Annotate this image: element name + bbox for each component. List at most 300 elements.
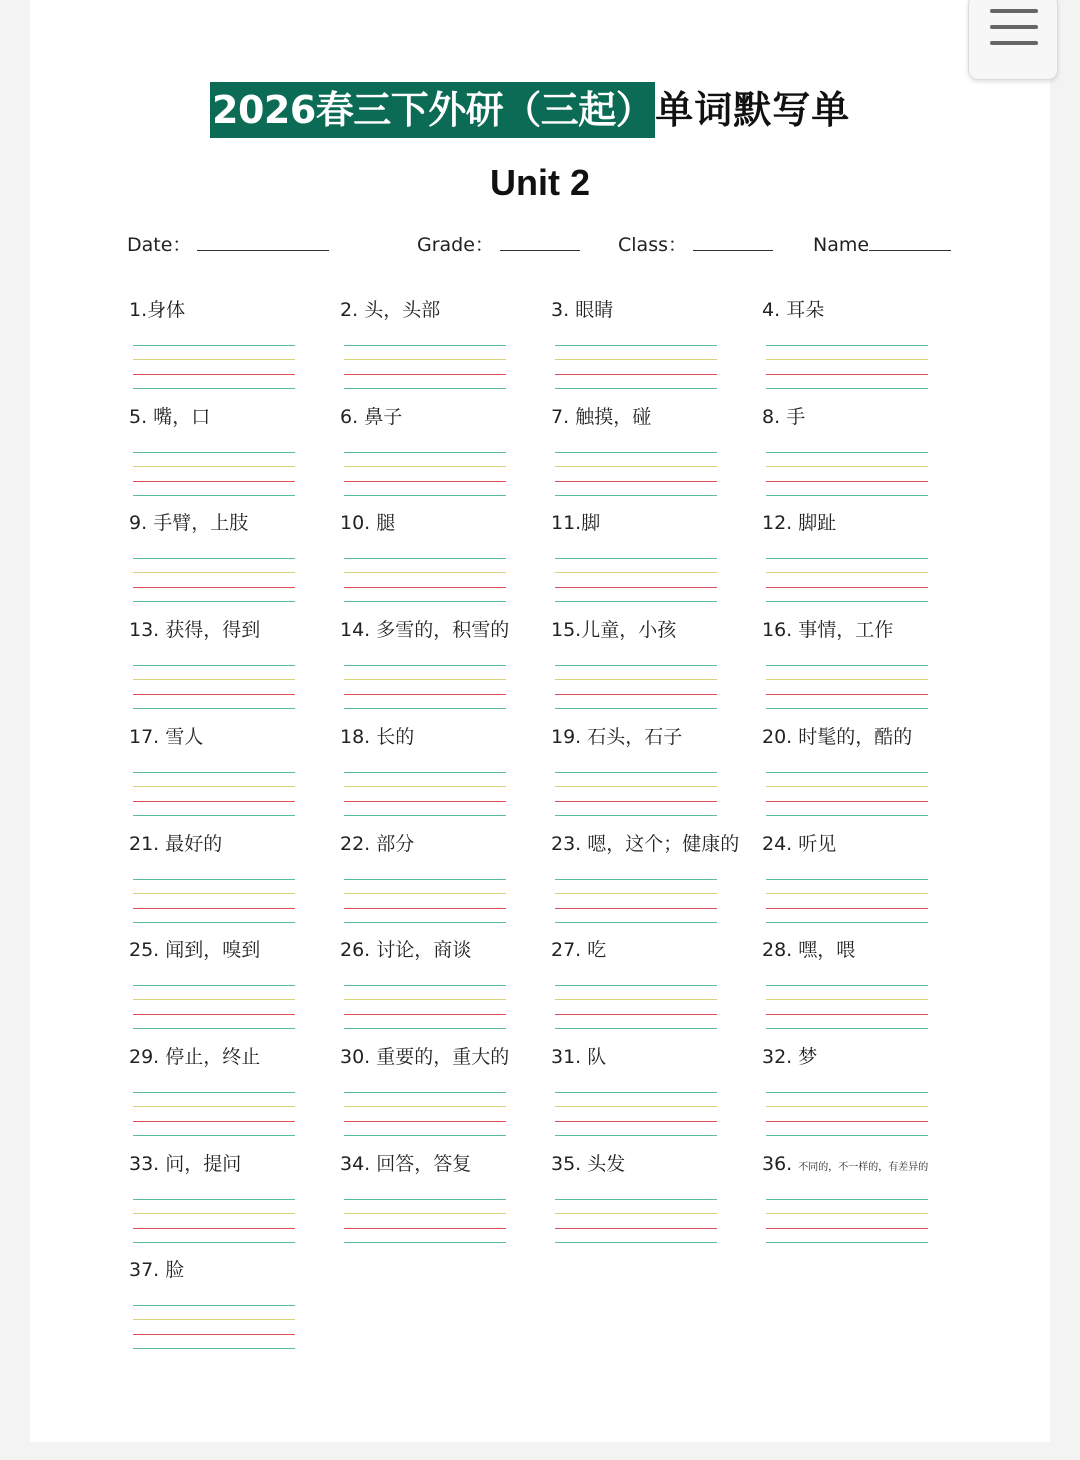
word-meaning: 手臂，上肢 — [153, 512, 249, 535]
word-prompt — [129, 511, 248, 535]
worksheet-title — [210, 82, 850, 138]
writing-line[interactable] — [133, 985, 295, 986]
class-label: Class： — [618, 234, 687, 256]
writing-line[interactable] — [344, 452, 506, 453]
word-prompt — [551, 405, 651, 429]
writing-line[interactable] — [344, 893, 506, 894]
writing-line[interactable] — [766, 985, 928, 986]
word-prompt — [551, 938, 606, 962]
word-item — [340, 725, 540, 825]
writing-line[interactable] — [344, 708, 506, 709]
writing-line[interactable] — [344, 587, 506, 588]
writing-line[interactable] — [555, 679, 717, 680]
word-meaning: 回答，答复 — [376, 1152, 472, 1175]
word-prompt — [340, 618, 509, 642]
writing-line[interactable] — [555, 1121, 717, 1122]
writing-line[interactable] — [555, 1106, 717, 1107]
word-prompt — [340, 1045, 509, 1069]
writing-line[interactable] — [555, 1014, 717, 1015]
word-number: 33. — [129, 1152, 160, 1175]
word-item — [551, 938, 751, 1038]
word-prompt — [762, 298, 824, 322]
word-meaning: 嘿，喂 — [798, 939, 856, 962]
word-prompt — [762, 405, 805, 429]
writing-line[interactable] — [133, 495, 295, 496]
word-item — [340, 1045, 540, 1145]
word-prompt — [762, 938, 855, 962]
writing-line[interactable] — [133, 1092, 295, 1093]
writing-line[interactable] — [555, 359, 717, 360]
writing-line[interactable] — [344, 985, 506, 986]
writing-line[interactable] — [344, 1213, 506, 1214]
writing-line[interactable] — [766, 1121, 928, 1122]
writing-line[interactable] — [344, 908, 506, 909]
word-number: 16. — [762, 619, 793, 642]
writing-line[interactable] — [344, 359, 506, 360]
word-number: 31. — [551, 1045, 582, 1068]
writing-line[interactable] — [344, 1028, 506, 1029]
word-number: 24. — [762, 832, 793, 855]
writing-line[interactable] — [133, 1106, 295, 1107]
word-item — [129, 1045, 329, 1145]
word-number: 14. — [340, 619, 371, 642]
word-item — [129, 1152, 329, 1252]
word-meaning: 头，头部 — [364, 299, 441, 321]
word-prompt — [129, 1045, 260, 1069]
word-prompt — [129, 618, 260, 642]
writing-line[interactable] — [555, 708, 717, 709]
word-number: 26. — [340, 939, 371, 962]
word-meaning: 时髦的，酷的 — [798, 725, 913, 748]
writing-line[interactable] — [344, 801, 506, 802]
writing-line[interactable] — [133, 999, 295, 1000]
writing-line[interactable] — [133, 708, 295, 709]
writing-line[interactable] — [766, 772, 928, 773]
word-item — [129, 832, 329, 932]
writing-line[interactable] — [555, 495, 717, 496]
writing-line[interactable] — [766, 374, 928, 375]
word-meaning: 儿童，小孩 — [581, 619, 677, 642]
writing-line[interactable] — [133, 359, 295, 360]
writing-line[interactable] — [133, 345, 295, 346]
title-rest: 单词默写单 — [655, 88, 851, 132]
writing-line[interactable] — [344, 815, 506, 816]
writing-line[interactable] — [133, 452, 295, 453]
word-number: 37. — [129, 1259, 160, 1282]
writing-line[interactable] — [133, 1213, 295, 1214]
writing-line[interactable] — [344, 1242, 506, 1243]
word-item — [762, 511, 962, 611]
writing-line[interactable] — [133, 922, 295, 923]
word-prompt — [340, 405, 402, 429]
hamburger-menu-icon — [990, 41, 1038, 45]
writing-line[interactable] — [133, 1242, 295, 1243]
writing-line[interactable] — [766, 1135, 928, 1136]
writing-line[interactable] — [766, 1092, 928, 1093]
writing-line[interactable] — [555, 601, 717, 602]
word-item — [129, 618, 329, 718]
writing-line[interactable] — [766, 1028, 928, 1029]
grade-blank — [500, 230, 580, 251]
date-blank — [197, 230, 329, 251]
word-prompt — [762, 1152, 928, 1180]
writing-line[interactable] — [344, 786, 506, 787]
word-item — [340, 618, 540, 718]
writing-line[interactable] — [344, 481, 506, 482]
word-meaning: 听见 — [798, 832, 837, 855]
word-meaning: 问，提问 — [165, 1152, 242, 1175]
writing-line[interactable] — [555, 1242, 717, 1243]
word-number: 36. — [762, 1152, 793, 1175]
word-item — [762, 832, 962, 932]
writing-line[interactable] — [133, 1028, 295, 1029]
writing-line[interactable] — [133, 801, 295, 802]
writing-line[interactable] — [555, 1199, 717, 1200]
title-highlighted: 2026春三下外研（三起） — [210, 82, 655, 138]
word-meaning: 手 — [786, 405, 806, 428]
writing-line[interactable] — [555, 1228, 717, 1229]
writing-line[interactable] — [133, 694, 295, 695]
writing-line[interactable] — [344, 1135, 506, 1136]
writing-line[interactable] — [555, 922, 717, 923]
writing-line[interactable] — [555, 665, 717, 666]
word-meaning: 部分 — [376, 832, 415, 855]
writing-line[interactable] — [766, 481, 928, 482]
writing-line[interactable] — [344, 1014, 506, 1015]
writing-line[interactable] — [766, 587, 928, 588]
word-prompt — [129, 298, 185, 322]
writing-line[interactable] — [766, 1228, 928, 1229]
writing-line[interactable] — [344, 1228, 506, 1229]
writing-line[interactable] — [555, 893, 717, 894]
writing-line[interactable] — [133, 388, 295, 389]
word-meaning: 重要的，重大的 — [376, 1045, 510, 1068]
writing-line[interactable] — [133, 1199, 295, 1200]
writing-line[interactable] — [555, 452, 717, 453]
word-prompt — [551, 725, 682, 749]
writing-line[interactable] — [766, 345, 928, 346]
writing-line[interactable] — [766, 1213, 928, 1214]
word-meaning: 脚 — [581, 512, 601, 535]
writing-line[interactable] — [344, 679, 506, 680]
word-number: 30. — [340, 1045, 371, 1068]
writing-line[interactable] — [133, 815, 295, 816]
writing-line[interactable] — [344, 772, 506, 773]
word-meaning: 身体 — [147, 299, 186, 321]
writing-line[interactable] — [555, 908, 717, 909]
word-meaning: 石头，石子 — [587, 725, 683, 748]
word-prompt — [129, 832, 222, 856]
word-item — [129, 938, 329, 1038]
writing-line[interactable] — [133, 893, 295, 894]
writing-line[interactable] — [766, 359, 928, 360]
class-blank — [693, 230, 773, 251]
writing-line[interactable] — [344, 922, 506, 923]
word-item — [551, 298, 751, 398]
word-prompt — [762, 511, 836, 535]
word-number: 12. — [762, 512, 793, 535]
grade-label: Grade： — [417, 234, 494, 256]
writing-line[interactable] — [555, 879, 717, 880]
name-label: Name — [813, 234, 870, 256]
writing-line[interactable] — [766, 495, 928, 496]
word-meaning: 停止，终止 — [165, 1045, 261, 1068]
word-prompt — [551, 832, 739, 856]
writing-line[interactable] — [766, 786, 928, 787]
word-prompt — [551, 618, 676, 642]
writing-line[interactable] — [766, 908, 928, 909]
writing-line[interactable] — [766, 999, 928, 1000]
writing-line[interactable] — [766, 572, 928, 573]
writing-line[interactable] — [555, 1213, 717, 1214]
writing-line[interactable] — [344, 466, 506, 467]
word-item — [340, 832, 540, 932]
name-blank — [869, 230, 951, 251]
writing-line[interactable] — [344, 1092, 506, 1093]
word-meaning: 触摸，碰 — [575, 405, 652, 428]
writing-line[interactable] — [133, 374, 295, 375]
writing-line[interactable] — [133, 1319, 295, 1320]
writing-line[interactable] — [555, 1092, 717, 1093]
writing-line[interactable] — [555, 1028, 717, 1029]
writing-line[interactable] — [766, 815, 928, 816]
writing-line[interactable] — [344, 1199, 506, 1200]
word-meaning: 获得，得到 — [165, 619, 261, 642]
word-prompt — [129, 938, 260, 962]
writing-line[interactable] — [133, 1228, 295, 1229]
word-meaning: 眼睛 — [575, 299, 614, 321]
word-prompt — [340, 832, 414, 856]
word-number: 27. — [551, 939, 582, 962]
word-prompt — [340, 511, 395, 535]
writing-line[interactable] — [555, 345, 717, 346]
writing-line[interactable] — [133, 908, 295, 909]
writing-line[interactable] — [766, 893, 928, 894]
word-item — [551, 1045, 751, 1145]
writing-line[interactable] — [555, 481, 717, 482]
writing-line[interactable] — [766, 452, 928, 453]
word-prompt — [129, 1258, 184, 1282]
word-meaning: 不同的，不一样的，有差异的 — [798, 1161, 929, 1173]
word-number: 9. — [129, 512, 148, 535]
writing-line[interactable] — [555, 694, 717, 695]
writing-line[interactable] — [344, 558, 506, 559]
word-meaning: 闻到，嗅到 — [165, 939, 261, 962]
word-prompt — [340, 298, 440, 322]
word-number: 18. — [340, 725, 371, 748]
writing-line[interactable] — [766, 1242, 928, 1243]
writing-line[interactable] — [344, 879, 506, 880]
writing-line[interactable] — [555, 558, 717, 559]
writing-line[interactable] — [133, 1348, 295, 1349]
writing-line[interactable] — [344, 601, 506, 602]
writing-line[interactable] — [133, 1305, 295, 1306]
writing-line[interactable] — [133, 572, 295, 573]
word-number: 10. — [340, 512, 371, 535]
word-number: 11. — [551, 512, 582, 535]
word-meaning: 腿 — [376, 512, 396, 535]
word-meaning: 耳朵 — [786, 299, 825, 321]
word-number: 7. — [551, 405, 570, 428]
writing-line[interactable] — [133, 1014, 295, 1015]
word-number: 13. — [129, 619, 160, 642]
word-number: 29. — [129, 1045, 160, 1068]
word-number: 8. — [762, 405, 781, 428]
hamburger-menu-icon — [990, 25, 1038, 29]
unit-heading: Unit 2 — [489, 162, 590, 203]
writing-line[interactable] — [133, 466, 295, 467]
word-meaning: 雪人 — [165, 725, 204, 748]
word-meaning: 嗯，这个；健康的 — [587, 832, 740, 855]
writing-line[interactable] — [555, 815, 717, 816]
writing-line[interactable] — [555, 801, 717, 802]
writing-line[interactable] — [555, 999, 717, 1000]
writing-line[interactable] — [344, 1106, 506, 1107]
writing-line[interactable] — [133, 1121, 295, 1122]
writing-line[interactable] — [344, 1121, 506, 1122]
word-item — [762, 1152, 962, 1252]
writing-line[interactable] — [555, 388, 717, 389]
word-item — [762, 298, 962, 398]
word-prompt — [340, 725, 414, 749]
writing-line[interactable] — [766, 694, 928, 695]
word-meaning: 长的 — [376, 725, 415, 748]
word-item — [129, 511, 329, 611]
word-item — [762, 618, 962, 718]
word-number: 1. — [129, 299, 148, 321]
word-number: 3. — [551, 299, 570, 321]
word-prompt — [129, 1152, 241, 1176]
word-number: 15. — [551, 619, 582, 642]
writing-line[interactable] — [555, 572, 717, 573]
word-item — [551, 618, 751, 718]
writing-line[interactable] — [766, 879, 928, 880]
date-label: Date： — [127, 234, 192, 256]
writing-line[interactable] — [766, 708, 928, 709]
writing-line[interactable] — [766, 801, 928, 802]
writing-line[interactable] — [766, 466, 928, 467]
writing-line[interactable] — [555, 786, 717, 787]
writing-line[interactable] — [133, 772, 295, 773]
writing-line[interactable] — [766, 922, 928, 923]
writing-line[interactable] — [344, 694, 506, 695]
word-prompt — [551, 1152, 625, 1176]
word-item — [762, 1045, 962, 1145]
writing-line[interactable] — [133, 587, 295, 588]
word-prompt — [340, 1152, 471, 1176]
writing-line[interactable] — [555, 587, 717, 588]
word-item — [340, 1152, 540, 1252]
word-prompt — [551, 1045, 606, 1069]
word-meaning: 鼻子 — [364, 405, 403, 428]
hamburger-menu-icon — [990, 9, 1038, 13]
writing-line[interactable] — [555, 1135, 717, 1136]
word-item — [551, 832, 751, 932]
word-number: 21. — [129, 832, 160, 855]
writing-line[interactable] — [133, 558, 295, 559]
writing-line[interactable] — [766, 665, 928, 666]
writing-line[interactable] — [555, 466, 717, 467]
word-number: 4. — [762, 299, 781, 321]
writing-line[interactable] — [133, 679, 295, 680]
word-meaning: 事情，工作 — [798, 619, 894, 642]
writing-line[interactable] — [555, 985, 717, 986]
writing-line[interactable] — [344, 495, 506, 496]
writing-line[interactable] — [133, 1135, 295, 1136]
writing-line[interactable] — [133, 481, 295, 482]
word-item — [551, 1152, 751, 1252]
writing-line[interactable] — [766, 1014, 928, 1015]
writing-line[interactable] — [766, 679, 928, 680]
word-meaning: 脸 — [165, 1259, 185, 1282]
grade-field — [417, 230, 580, 257]
word-prompt — [129, 725, 203, 749]
writing-line[interactable] — [133, 1334, 295, 1335]
word-number: 25. — [129, 939, 160, 962]
word-prompt — [340, 938, 471, 962]
writing-line[interactable] — [344, 572, 506, 573]
writing-line[interactable] — [766, 388, 928, 389]
word-prompt — [129, 405, 210, 429]
writing-line[interactable] — [344, 999, 506, 1000]
date-field — [127, 230, 329, 257]
word-prompt — [551, 298, 613, 322]
writing-line[interactable] — [344, 388, 506, 389]
writing-line[interactable] — [344, 374, 506, 375]
word-item — [129, 725, 329, 825]
word-item — [129, 405, 329, 505]
word-number: 17. — [129, 725, 160, 748]
writing-line[interactable] — [766, 1106, 928, 1107]
name-field — [813, 230, 951, 256]
word-item — [340, 298, 540, 398]
word-number: 32. — [762, 1045, 793, 1068]
word-item — [551, 725, 751, 825]
word-meaning: 嘴，口 — [153, 405, 211, 428]
word-item — [551, 405, 751, 505]
word-number: 23. — [551, 832, 582, 855]
writing-line[interactable] — [133, 601, 295, 602]
writing-line[interactable] — [133, 879, 295, 880]
writing-line[interactable] — [555, 772, 717, 773]
word-item — [340, 511, 540, 611]
writing-line[interactable] — [555, 374, 717, 375]
word-number: 28. — [762, 939, 793, 962]
word-meaning: 最好的 — [165, 832, 223, 855]
writing-line[interactable] — [344, 345, 506, 346]
writing-line[interactable] — [133, 665, 295, 666]
writing-line[interactable] — [766, 601, 928, 602]
word-meaning: 吃 — [587, 939, 607, 962]
word-prompt — [551, 511, 600, 535]
class-field — [618, 230, 773, 257]
word-item — [340, 405, 540, 505]
word-meaning: 脚趾 — [798, 512, 837, 535]
word-item — [762, 938, 962, 1038]
word-number: 34. — [340, 1152, 371, 1175]
writing-line[interactable] — [766, 558, 928, 559]
word-item — [551, 511, 751, 611]
writing-line[interactable] — [344, 665, 506, 666]
word-meaning: 头发 — [587, 1152, 626, 1175]
word-number: 2. — [340, 299, 359, 321]
writing-line[interactable] — [133, 786, 295, 787]
word-number: 19. — [551, 725, 582, 748]
menu-button[interactable] — [968, 0, 1058, 80]
word-number: 20. — [762, 725, 793, 748]
writing-line[interactable] — [766, 1199, 928, 1200]
word-number: 5. — [129, 405, 148, 428]
